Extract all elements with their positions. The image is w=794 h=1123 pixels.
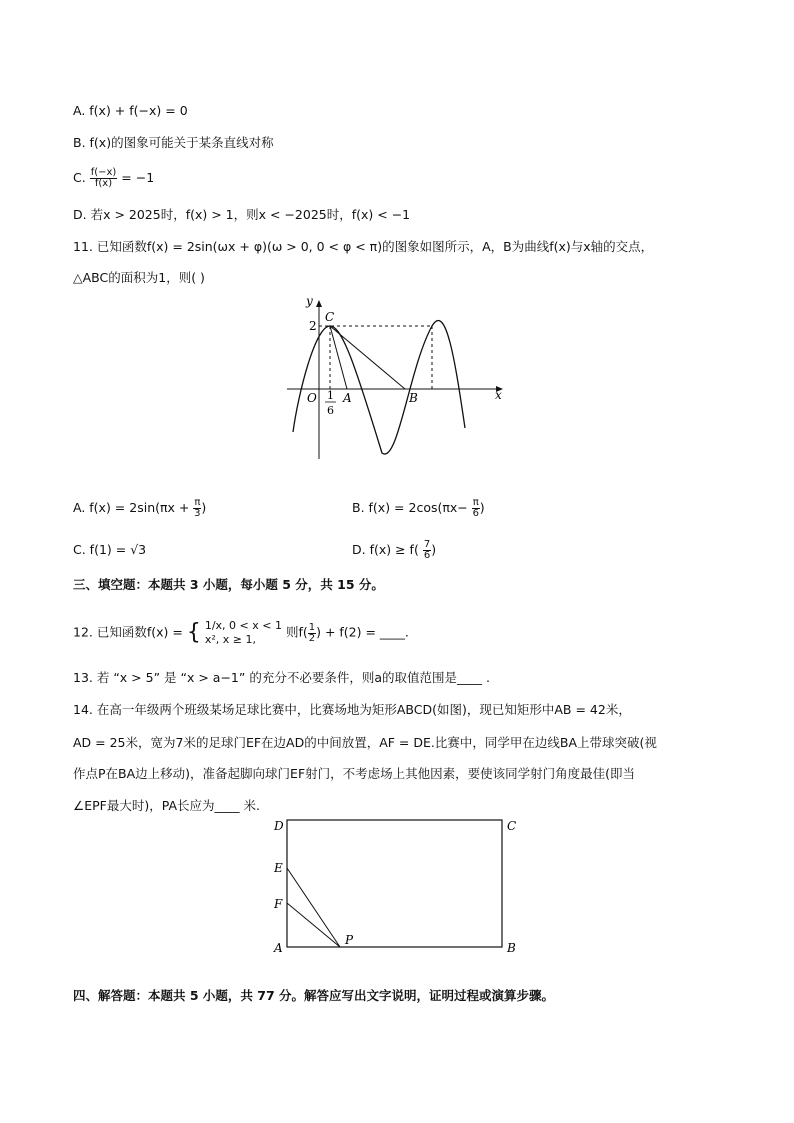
f-label: F bbox=[274, 897, 283, 911]
q11-option-b-fraction bbox=[472, 498, 480, 519]
q10-option-c-prefix: C. bbox=[73, 170, 86, 185]
q14-field-diagram bbox=[268, 812, 528, 957]
q10-option-c-num: f(−x) bbox=[90, 167, 117, 178]
q11-option-a bbox=[73, 498, 206, 519]
q11-option-a-prefix: A. f(x) = 2sin(πx + bbox=[73, 500, 190, 515]
e-label: E bbox=[274, 861, 283, 875]
field-rectangle bbox=[287, 820, 502, 947]
q11-option-a-num: π bbox=[194, 497, 201, 508]
q12-case2: x², x ≥ 1, bbox=[204, 633, 256, 646]
q11-option-c: C. f(1) = √3 bbox=[73, 542, 147, 557]
q11-stem-line1: 11. 已知函数f(x) = 2sin(ωx + φ)(ω > 0, 0 < φ < π)的图象如图所示，A，B为曲线f(x)与x轴的交点， bbox=[73, 239, 654, 254]
q11-option-d-den: 6 bbox=[423, 550, 431, 561]
a-label: A bbox=[343, 391, 352, 405]
q11-option-d-suffix: ) bbox=[431, 542, 437, 557]
p-label: P bbox=[345, 933, 354, 947]
two-label: 2 bbox=[309, 319, 317, 333]
q10-option-c bbox=[73, 168, 154, 189]
q11-option-b-prefix: B. f(x) = 2cos(πx− bbox=[352, 500, 468, 515]
q11-option-d-fraction bbox=[423, 540, 431, 561]
a-label: A bbox=[274, 941, 283, 955]
q14-line2: AD = 25米，宽为7米的足球门EF在边AD的中间放置，AF = DE.比赛中，同学甲在边线BA上带球突破(视 bbox=[73, 735, 657, 750]
origin-label: O bbox=[307, 391, 317, 405]
sixth-den-label: 6 bbox=[327, 404, 334, 417]
q14-line4: ∠EPF最大时)，PA长应为____ 米. bbox=[73, 798, 260, 813]
sixth-num-label: 1 bbox=[327, 389, 334, 402]
segment-ep bbox=[287, 868, 340, 947]
q11-option-d-num: 7 bbox=[423, 539, 431, 550]
section4-heading: 四、解答题：本题共 5 小题，共 77 分。解答应写出文字说明，证明过程或演算步骤。 bbox=[73, 988, 555, 1003]
q14-line3: 作点P在BA边上移动)，准备起脚向球门EF射门，不考虑场上其他因素，要使该同学射门角度最佳(即当 bbox=[73, 766, 636, 781]
q10-option-c-den: f(x) bbox=[94, 178, 113, 189]
q12-line bbox=[73, 619, 409, 647]
section3-heading: 三、填空题：本题共 3 小题，每小题 5 分，共 15 分。 bbox=[73, 577, 384, 592]
b-label: B bbox=[409, 391, 418, 405]
q12-middle: 则f( bbox=[285, 624, 308, 640]
segment-fp bbox=[287, 903, 340, 947]
q12-half-fraction bbox=[308, 623, 316, 644]
q12-cases bbox=[205, 619, 282, 647]
q11-option-b-num: π bbox=[472, 497, 479, 508]
q12-half-num: 1 bbox=[308, 621, 316, 633]
q12-half-den: 2 bbox=[308, 632, 316, 644]
segment-ca bbox=[330, 326, 347, 389]
q11-option-d-prefix: D. f(x) ≥ f( bbox=[352, 542, 419, 557]
y-label: y bbox=[306, 294, 313, 308]
q11-option-a-suffix: ) bbox=[201, 500, 207, 515]
c-label: C bbox=[507, 819, 517, 833]
segment-cb bbox=[330, 326, 405, 389]
q12-case1: 1/x, 0 < x < 1 bbox=[204, 619, 282, 632]
q11-option-b-den: 6 bbox=[472, 508, 479, 519]
q11-stem-line2: △ABC的面积为1，则( ) bbox=[73, 270, 205, 285]
q11-option-d bbox=[352, 540, 436, 561]
q10-option-b: B. f(x)的图象可能关于某条直线对称 bbox=[73, 135, 274, 150]
q12-suffix: ) + f(2) = ____. bbox=[316, 624, 409, 640]
q13-text: 13. 若 “x > 5” 是 “x > a−1” 的充分不必要条件，则a的取值范围是____ . bbox=[73, 670, 490, 685]
q12-brace: { bbox=[186, 620, 201, 645]
q11-sine-graph bbox=[280, 290, 510, 465]
q10-option-c-rhs: = −1 bbox=[121, 170, 155, 185]
q10-option-c-fraction bbox=[90, 168, 118, 189]
c-label: C bbox=[325, 310, 335, 324]
q11-option-a-den: 3 bbox=[194, 508, 201, 519]
q11-option-b-suffix: ) bbox=[479, 500, 485, 515]
y-axis-arrow bbox=[316, 300, 322, 307]
b-label: B bbox=[507, 941, 516, 955]
q11-option-b bbox=[352, 498, 485, 519]
x-label: x bbox=[495, 388, 502, 402]
d-label: D bbox=[274, 819, 284, 833]
q12-prefix: 12. 已知函数f(x) = bbox=[73, 624, 183, 640]
q14-line1: 14. 在高一年级两个班级某场足球比赛中，比赛场地为矩形ABCD(如图)，现已知矩形中AB = 42米， bbox=[73, 702, 631, 717]
q10-option-a: A. f(x) + f(−x) = 0 bbox=[73, 103, 188, 118]
q10-option-d: D. 若x > 2025时，f(x) > 1，则x < −2025时，f(x) < −1 bbox=[73, 207, 411, 222]
